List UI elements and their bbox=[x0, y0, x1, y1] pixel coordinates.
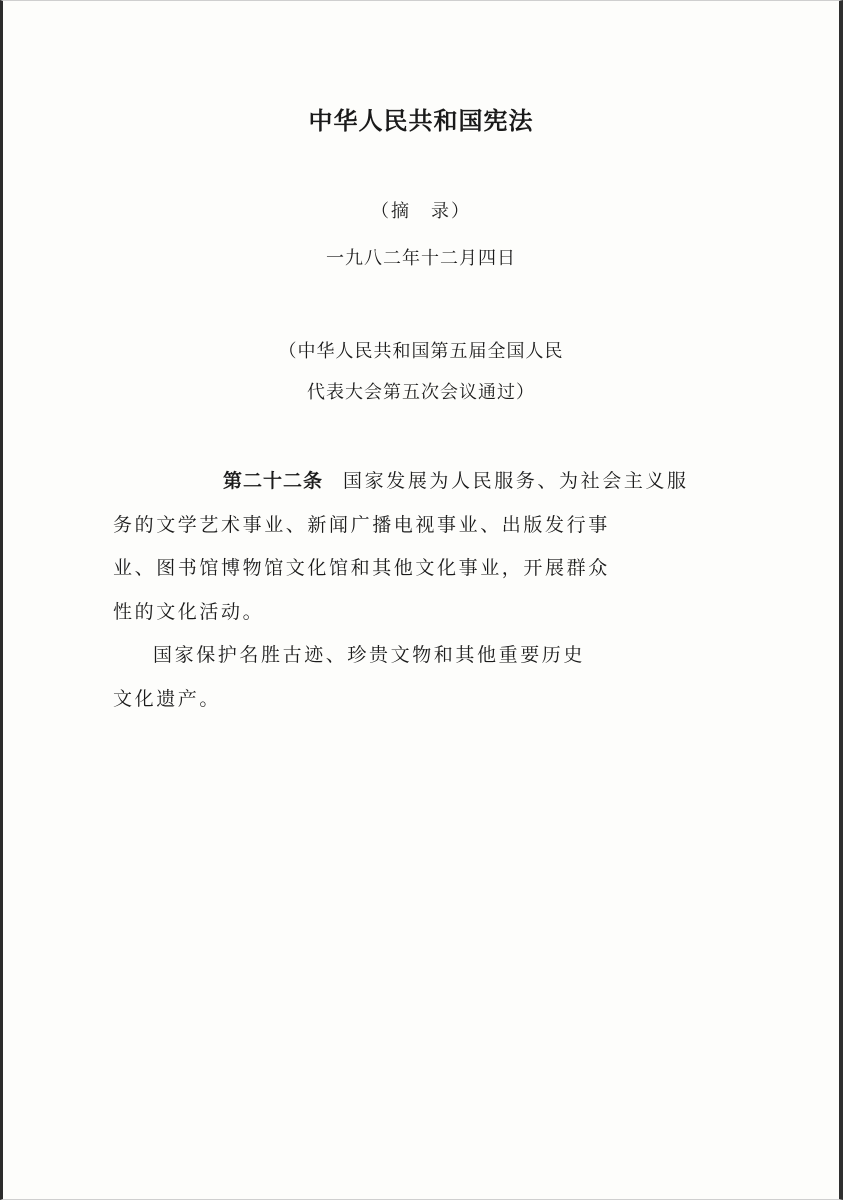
article-line: 性的文化活动。 bbox=[113, 600, 265, 623]
article-line-text: 国家发展为人民服务、为社会主义服 bbox=[343, 470, 689, 492]
adoption-note bbox=[3, 331, 839, 413]
article-body bbox=[113, 460, 723, 721]
article-paragraph-1 bbox=[113, 460, 723, 634]
excerpt-subtitle: （摘 录） bbox=[371, 201, 471, 222]
article-line: 国家保护名胜古迹、珍贵文物和其他重要历史 bbox=[153, 644, 586, 666]
article-line: 务的文学艺术事业、新闻广播电视事业、出版发行事 bbox=[113, 513, 610, 536]
article-line bbox=[223, 460, 723, 504]
document-title: 中华人民共和国宪法 bbox=[308, 107, 534, 135]
article-line: 文化遗产。 bbox=[113, 687, 222, 710]
article-line: 业、图书馆博物馆文化馆和其他文化事业，开展群众 bbox=[113, 557, 610, 579]
article-number: 第二十二条 bbox=[223, 470, 324, 492]
adoption-note-line-1: （中华人民共和国第五届全国人民 bbox=[278, 341, 564, 362]
document-date: 一九八二年十二月四日 bbox=[326, 248, 516, 269]
adoption-note-line-2: 代表大会第五次会议通过） bbox=[307, 382, 535, 403]
article-paragraph-2 bbox=[113, 634, 723, 721]
